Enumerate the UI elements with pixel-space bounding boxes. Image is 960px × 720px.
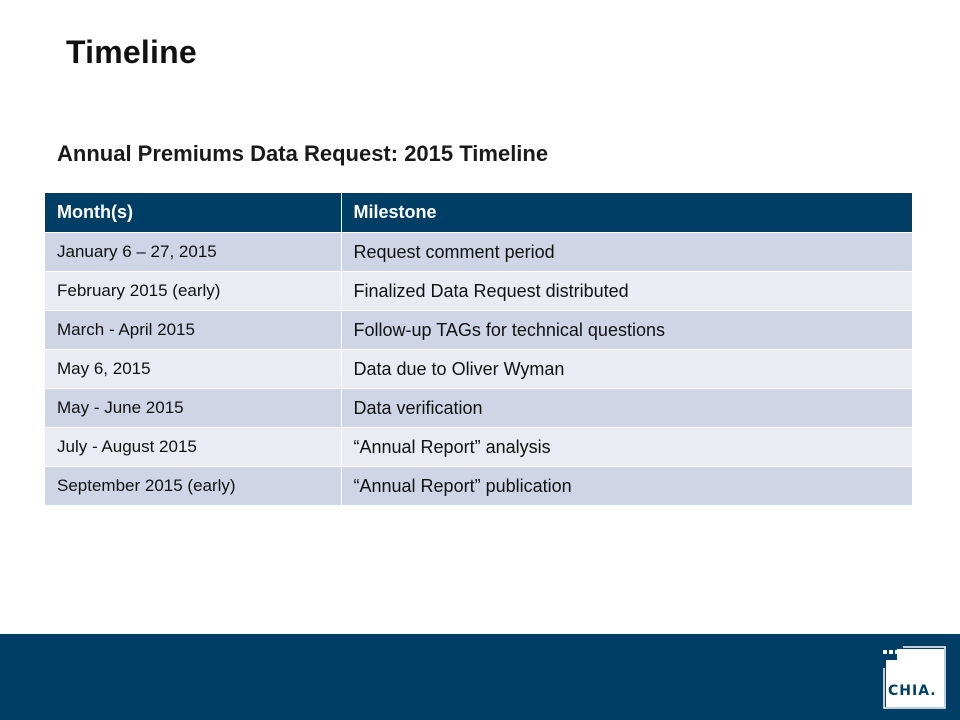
table-row [45, 389, 912, 428]
chia-logo-text: CHIA. [888, 683, 937, 699]
slide-title: Timeline [66, 34, 197, 70]
footer-bar [0, 634, 960, 720]
row-month: May - June 2015 [45, 389, 341, 428]
table-subtitle: Annual Premiums Data Request: 2015 Timeline [57, 141, 549, 166]
chia-logo [883, 646, 946, 709]
table-row [45, 311, 912, 350]
row-milestone: “Annual Report” publication [341, 467, 912, 506]
row-milestone: Finalized Data Request distributed [341, 272, 912, 311]
table-header-row [45, 193, 912, 233]
header-milestone: Milestone [341, 193, 912, 233]
row-month: January 6 – 27, 2015 [45, 233, 341, 272]
header-months: Month(s) [45, 193, 341, 233]
table-row [45, 428, 912, 467]
table-row [45, 233, 912, 272]
row-milestone: Request comment period [341, 233, 912, 272]
row-milestone: Follow-up TAGs for technical questions [341, 311, 912, 350]
table-row [45, 272, 912, 311]
row-milestone: “Annual Report” analysis [341, 428, 912, 467]
row-month: March - April 2015 [45, 311, 341, 350]
row-milestone: Data due to Oliver Wyman [341, 350, 912, 389]
row-month: May 6, 2015 [45, 350, 341, 389]
table-row [45, 350, 912, 389]
row-month: February 2015 (early) [45, 272, 341, 311]
timeline-table [45, 193, 912, 506]
table-row [45, 467, 912, 506]
row-milestone: Data verification [341, 389, 912, 428]
row-month: September 2015 (early) [45, 467, 341, 506]
row-month: July - August 2015 [45, 428, 341, 467]
